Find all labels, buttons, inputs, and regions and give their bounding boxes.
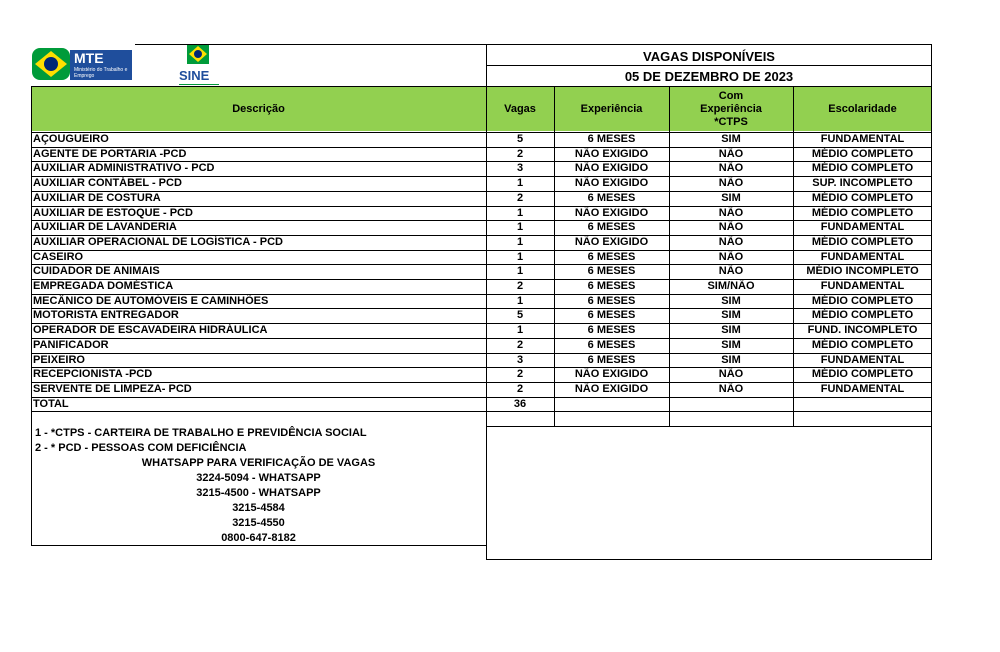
page-title: VAGAS DISPONÍVEIS <box>643 49 775 64</box>
cell-vagas: 2 <box>516 382 524 395</box>
cell-escolaridade: SUP. INCOMPLETO <box>812 177 913 190</box>
cell-ctps: SIM <box>721 338 741 351</box>
cell-ctps: NÃO <box>718 368 744 381</box>
cell-descricao: TOTAL <box>33 397 69 410</box>
phone-4: 3215-4550 <box>232 517 285 529</box>
cell-escolaridade: FUNDAMENTAL <box>820 221 905 234</box>
cell-escolaridade: FUNDAMENTAL <box>820 280 905 292</box>
cell-ctps: NÃO <box>718 162 744 175</box>
cell-ctps: NÃO <box>718 206 744 219</box>
cell-vagas: 5 <box>516 133 524 145</box>
cell-experiencia: NÃO EXIGIDO <box>574 206 649 219</box>
col-header-descricao: Descrição <box>232 102 285 115</box>
cell-vagas: 2 <box>516 280 524 292</box>
cell-escolaridade: MÉDIO COMPLETO <box>811 338 914 351</box>
phone-5: 0800-647-8182 <box>221 532 296 544</box>
table-row <box>31 353 932 368</box>
cell-experiencia: 6 MESES <box>587 309 636 322</box>
table-row <box>31 411 932 426</box>
cell-escolaridade: MÉDIO COMPLETO <box>811 368 914 381</box>
col-header-experiencia: Experiência <box>580 102 643 115</box>
cell-ctps: SIM <box>721 353 741 366</box>
cell-vagas: 3 <box>516 353 524 366</box>
cell-descricao: RECEPCIONISTA -PCD <box>33 368 153 381</box>
cell-ctps <box>669 397 793 412</box>
col-header-ctps: Com Experiência *CTPS <box>700 89 762 128</box>
cell-descricao: AGENTE DE PORTARIA -PCD <box>33 147 187 160</box>
cell-vagas: 1 <box>516 221 524 234</box>
cell-vagas: 2 <box>516 338 524 351</box>
cell-escolaridade: MÉDIO INCOMPLETO <box>806 265 919 278</box>
cell-ctps: NÃO <box>718 250 744 263</box>
cell-experiencia: 6 MESES <box>587 191 636 204</box>
cell-escolaridade: MÉDIO COMPLETO <box>811 309 914 322</box>
cell-escolaridade <box>793 397 932 412</box>
cell-experiencia: 6 MESES <box>587 338 636 351</box>
cell-descricao: MECÂNICO DE AUTOMÓVEIS E CAMINHÕES <box>33 294 269 307</box>
cell-ctps <box>669 411 793 426</box>
cell-descricao: AUXILIAR CONTÁBEL - PCD <box>33 177 182 190</box>
table-row <box>31 206 932 221</box>
cell-escolaridade <box>793 411 932 426</box>
sine-logo-text: SINE <box>179 68 210 83</box>
table-row <box>31 264 932 279</box>
cell-vagas: 1 <box>516 250 524 263</box>
whatsapp-title: WHATSAPP PARA VERIFICAÇÃO DE VAGAS <box>141 457 376 469</box>
mte-logo-text: MTE <box>74 50 104 66</box>
cell-descricao: CUIDADOR DE ANIMAIS <box>33 265 160 278</box>
cell-experiencia: 6 MESES <box>587 353 636 366</box>
cell-experiencia: 6 MESES <box>587 280 636 292</box>
cell-descricao: AUXILIAR DE COSTURA <box>33 191 161 204</box>
cell-ctps: NÃO <box>718 147 744 160</box>
cell-descricao: AUXILIAR DE ESTOQUE - PCD <box>33 206 193 219</box>
cell-experiencia: NÃO EXIGIDO <box>574 147 649 160</box>
cell-vagas: 2 <box>516 368 524 381</box>
total-row <box>31 397 932 412</box>
cell-vagas: 5 <box>516 309 524 322</box>
cell-vagas: 1 <box>516 265 524 278</box>
table-row <box>31 308 932 323</box>
cell-ctps: NÃO <box>718 265 744 278</box>
cell-descricao: SERVENTE DE LIMPEZA- PCD <box>33 382 192 395</box>
table-row <box>31 279 932 294</box>
cell-experiencia: 6 MESES <box>587 324 636 337</box>
cell-ctps: SIM <box>721 133 741 145</box>
table-row <box>31 132 932 147</box>
cell-vagas: 36 <box>513 397 527 410</box>
cell-escolaridade: MÉDIO COMPLETO <box>811 162 914 175</box>
cell-escolaridade: MÉDIO COMPLETO <box>811 206 914 219</box>
cell-experiencia: NÃO EXIGIDO <box>574 235 649 248</box>
cell-vagas <box>486 411 554 426</box>
cell-descricao: PANIFICADOR <box>33 338 109 351</box>
cell-ctps: SIM <box>721 324 741 337</box>
cell-descricao: CASEIRO <box>33 250 84 263</box>
cell-vagas: 1 <box>516 206 524 219</box>
cell-escolaridade: FUNDAMENTAL <box>820 382 905 395</box>
cell-vagas: 1 <box>516 324 524 337</box>
cell-ctps: SIM <box>721 309 741 322</box>
table-row <box>31 323 932 338</box>
cell-ctps: NÃO <box>718 221 744 234</box>
cell-descricao <box>33 411 483 426</box>
cell-experiencia <box>554 397 669 412</box>
cell-escolaridade: MÉDIO COMPLETO <box>811 147 914 160</box>
cell-experiencia: NÃO EXIGIDO <box>574 177 649 190</box>
col-header-escolaridade: Escolaridade <box>828 102 897 115</box>
cell-experiencia: 6 MESES <box>587 250 636 263</box>
col-header-vagas: Vagas <box>504 102 536 115</box>
cell-vagas: 1 <box>516 235 524 248</box>
cell-vagas: 1 <box>516 294 524 307</box>
cell-descricao: MOTORISTA ENTREGADOR <box>33 309 179 322</box>
cell-vagas: 2 <box>516 147 524 160</box>
cell-descricao: OPERADOR DE ESCAVADEIRA HIDRÁULICA <box>33 324 268 337</box>
sine-logo <box>175 44 223 88</box>
table-row <box>31 367 932 382</box>
page-date: 05 DE DEZEMBRO DE 2023 <box>624 69 794 84</box>
table-row <box>31 294 932 309</box>
cell-escolaridade: FUNDAMENTAL <box>820 353 905 366</box>
phone-1: 3224-5094 - WHATSAPP <box>196 472 321 484</box>
cell-escolaridade: MÉDIO COMPLETO <box>811 235 914 248</box>
table-row <box>31 250 932 265</box>
cell-descricao: AUXILIAR OPERACIONAL DE LOGÍSTICA - PCD <box>33 235 283 248</box>
table-row <box>31 176 932 191</box>
cell-experiencia: NÃO EXIGIDO <box>574 162 649 175</box>
cell-descricao: AUXILIAR ADMINISTRATIVO - PCD <box>33 162 215 175</box>
table-row <box>31 161 932 176</box>
cell-experiencia: NÃO EXIGIDO <box>574 382 649 395</box>
cell-ctps: SIM <box>721 191 741 204</box>
note-ctps: 1 - *CTPS - CARTEIRA DE TRABALHO E PREVIDÊNCIA SOCIAL <box>35 427 367 439</box>
table-row <box>31 147 932 162</box>
cell-escolaridade: FUNDAMENTAL <box>820 133 905 145</box>
cell-ctps: NÃO <box>718 235 744 248</box>
mte-logo-subtitle: Ministério do Trabalho e Emprego <box>74 67 128 79</box>
cell-escolaridade: MÉDIO COMPLETO <box>811 294 914 307</box>
note-pcd: 2 - * PCD - PESSOAS COM DEFICIÊNCIA <box>35 442 247 454</box>
cell-vagas: 2 <box>516 191 524 204</box>
phone-2: 3215-4500 - WHATSAPP <box>196 487 321 499</box>
cell-vagas: 1 <box>516 177 524 190</box>
cell-experiencia: NÃO EXIGIDO <box>574 368 649 381</box>
table-row <box>31 220 932 235</box>
cell-escolaridade: FUNDAMENTAL <box>820 250 905 263</box>
table-row <box>31 338 932 353</box>
cell-experiencia: 6 MESES <box>587 221 636 234</box>
cell-experiencia: 6 MESES <box>587 294 636 307</box>
phone-3: 3215-4584 <box>232 502 285 514</box>
cell-experiencia: 6 MESES <box>587 265 636 278</box>
cell-descricao: AUXILIAR DE LAVANDERIA <box>33 221 177 234</box>
cell-descricao: PEIXEIRO <box>33 353 85 366</box>
cell-vagas: 3 <box>516 162 524 175</box>
table-row <box>31 235 932 250</box>
cell-ctps: NÃO <box>718 382 744 395</box>
cell-experiencia: 6 MESES <box>587 133 636 145</box>
cell-ctps: NÃO <box>718 177 744 190</box>
cell-descricao: EMPREGADA DOMÉSTICA <box>33 280 174 292</box>
cell-escolaridade: FUND. INCOMPLETO <box>807 324 918 337</box>
table-row <box>31 191 932 206</box>
cell-descricao: AÇOUGUEIRO <box>33 133 109 145</box>
cell-ctps: SIM/NÃO <box>707 280 755 292</box>
cell-ctps: SIM <box>721 294 741 307</box>
mte-logo <box>32 46 132 82</box>
table-row <box>31 382 932 397</box>
cell-experiencia <box>554 411 669 426</box>
cell-escolaridade: MÉDIO COMPLETO <box>811 191 914 204</box>
